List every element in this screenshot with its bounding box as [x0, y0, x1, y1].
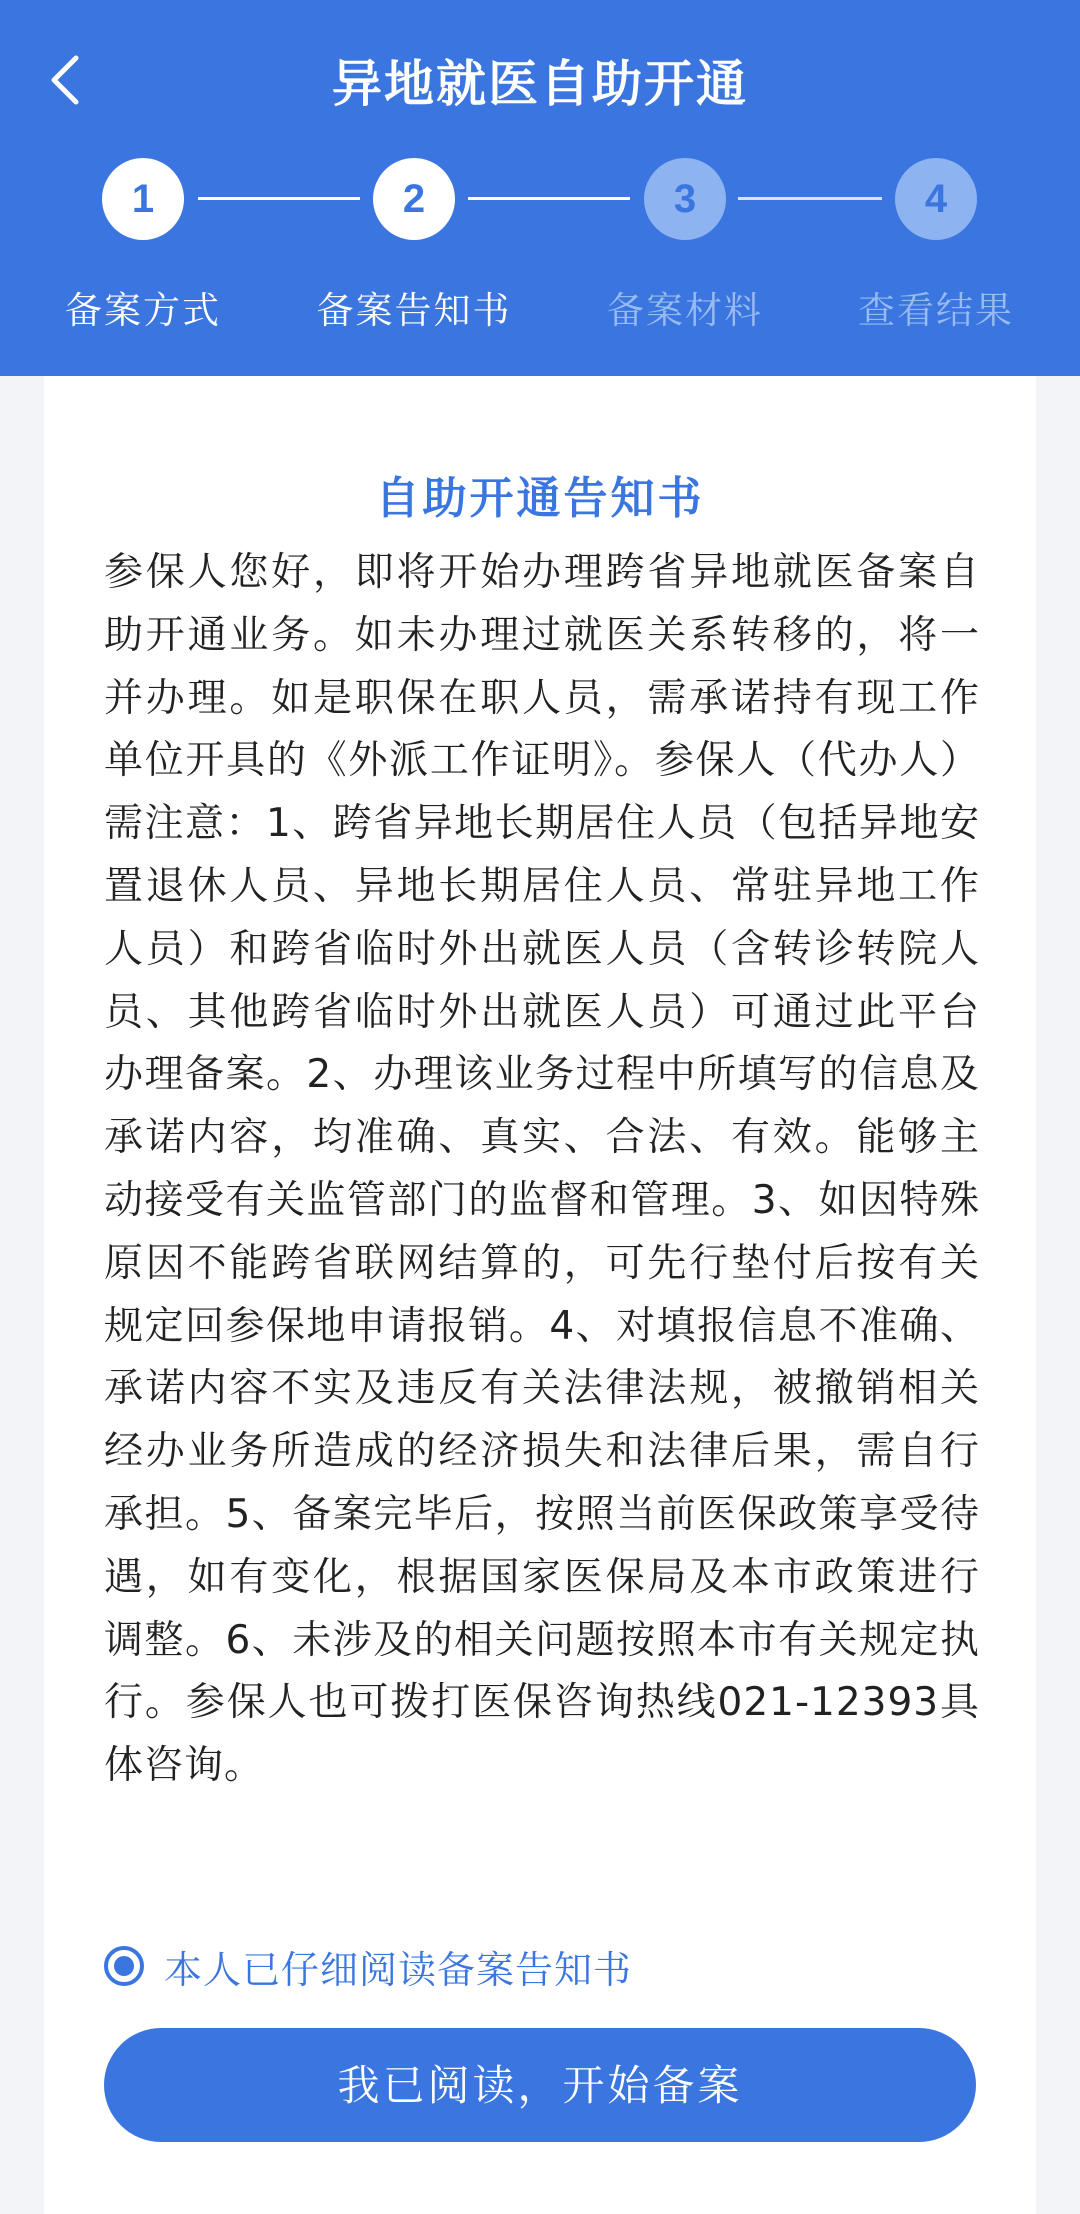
- radio-dot: [114, 1956, 134, 1976]
- header-bar: [0, 0, 1080, 376]
- start-filing-button[interactable]: 我已阅读，开始备案: [104, 2028, 976, 2142]
- notice-title: 自助开通告知书: [375, 473, 705, 524]
- agreement-label[interactable]: 本人已仔细阅读备案告知书: [164, 1947, 633, 1992]
- agreement-checkbox[interactable]: [104, 1938, 632, 1994]
- step-connector-1: [198, 197, 360, 200]
- page-title: 异地就医自助开通: [332, 55, 748, 113]
- step-3-indicator: 3: [644, 158, 726, 240]
- step-3-label: 备案材料: [607, 289, 763, 332]
- radio-checked-icon[interactable]: [104, 1946, 144, 1986]
- step-4-indicator: 4: [895, 158, 977, 240]
- step-connector-3: [738, 197, 882, 200]
- step-connector-2: [468, 197, 630, 200]
- step-2-indicator: 2: [373, 158, 455, 240]
- step-1-indicator: 1: [102, 158, 184, 240]
- step-1-label: 备案方式: [65, 289, 221, 332]
- notice-body: 参保人您好，即将开始办理跨省异地就医备案自助开通业务。如未办理过就医关系转移的，将一并办理。如是职保在职人员，需承诺持有现工作单位开具的《外派工作证明》。参保人（代办人）需注意：1、跨省异地长期居住人员（包括异地安置退休人员、异地长期居住人员、常驻异地工作人员）和跨省临时外出就医人员（含转诊转院人员、其他跨省临时外出就医人员）可通过此平台办理备案。2、办理该业务过程中所填写的信息及承诺内容，均准确、真实、合法、有效。能够主动接受有关监管部门的监督和管理。3、如因特殊原因不能跨省联网结算的，可先行垫付后按有关规定回参保地申请报销。4、对填报信息不准确、承诺内容不实及违反有关法律法规，被撤销相关经办业务所造成的经济损失和法律后果，需自行承担。5、备案完毕后，按照当前医保政策享受待遇，如有变化，根据国家医保局及本市政策进行调整。6、未涉及的相关问题按照本市有关规定执行。参保人也可拨打医保咨询热线021-12393具体咨询。: [104, 550, 980, 1789]
- step-2-label: 备案告知书: [316, 289, 512, 332]
- notice-card: [44, 376, 1036, 2214]
- step-4-label: 查看结果: [858, 289, 1014, 332]
